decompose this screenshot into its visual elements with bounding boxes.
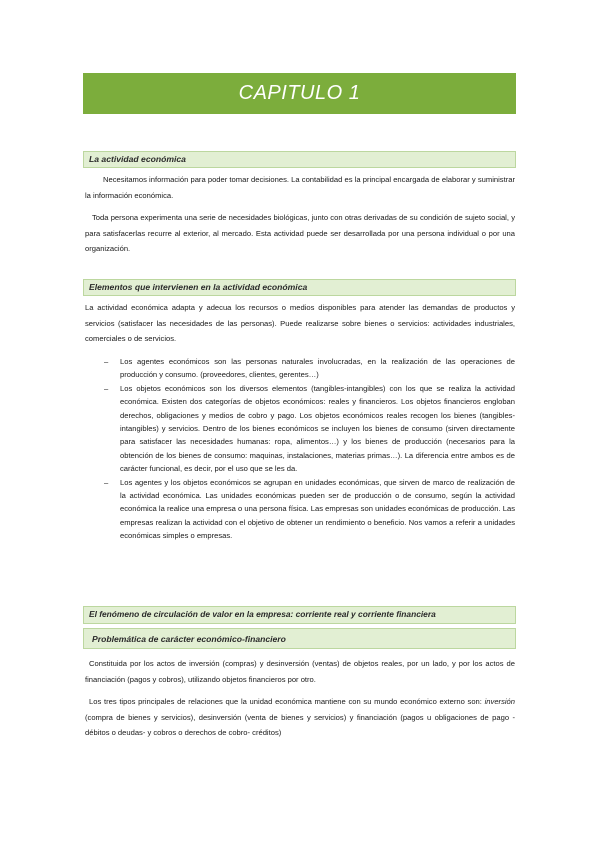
paragraph-relaciones [85,694,515,741]
paragraph-inversion: Constituida por los actos de inversión (compras) y desinversión (ventas) de objetos reales, por un lado, y por los actos de financiación (pagos y cobros), utilizando objetos financieros por otro. [85,659,515,684]
paragraph-relaciones-emphasis: inversión [484,697,515,706]
list-item [104,355,515,382]
paragraph-informacion: Necesitamos información para poder tomar decisiones. La contabilidad es la principal encargada de elaborar y suministrar la información económica. [85,175,515,200]
list-item [104,382,515,476]
chapter-banner [83,73,516,114]
bullet-text: Los agentes y los objetos económicos se agrupan en unidades económicas, que sirven de marco de realización de la actividad económica. Las unidades económicas pueden ser de producción o de consumo, según la actividad económica la realice una empresa o una persona física. Las empresas son unidades económicas de producción. Las empresas realizan la actividad con el objetivo de obtener un rendimiento o beneficio. Nos vamos a referir a unidades económicas simples o empresas. [120,477,515,541]
paragraph-necesidades: Toda persona experimenta una serie de necesidades biológicas, junto con otras derivadas de su condición de sujeto social, y para satisfacerlas recurre al exterior, al mercado. Esta actividad puede ser desarrollada por una persona individual o por una organización. [85,213,515,254]
bullet-list [104,355,515,543]
chapter-title: CAPITULO 1 [238,82,361,104]
section-heading-actividad: La actividad económica [83,151,516,168]
bullet-dash: – [104,383,109,393]
bullet-dash: – [104,357,109,366]
bullet-text: Los objetos económicos son los diversos elementos (tangibles-intangibles) con los que se realiza la actividad económica. Existen dos categorías de objetos económicos: reales y financieros. Los objetos financieros engloban derechos, obligaciones y medios de cobro y pago. Los objetos económicos reales recogen los bienes (tangibles-intangibles) y servicios. Dentro de los bienes económicos se incluyen los bienes de consumo (sirven directamente para satisfacer las necesidades humanas: ropa, alimentos…) y los bienes de producción (necesarios para la obtención de los bienes de consumo: maquinas, instalaciones, materias primas…). La diferencia entre ambos es de carácter funcional, es decir, por el uso que se les da. [120,383,515,474]
subsection-heading-problematica: Problemática de carácter económico-financiero [83,628,516,649]
section-heading-circulacion: El fenómeno de circulación de valor en la empresa: corriente real y corriente financiera [83,606,516,624]
paragraph-actividad-economica: La actividad económica adapta y adecua los recursos o medios disponibles para atender las demandas de productos y servicios (satisfacer las necesidades de las personas). Puede realizarse sobre bienes o servicios: actividades industriales, comerciales o de servicios. [85,303,515,344]
paragraph-relaciones-end: (compra de bienes y servicios), desinversión (venta de bienes y servicios) y financiación (pagos u obligaciones de pago -débitos o deudas- y cobros o derechos de cobro- créditos) [85,712,515,738]
paragraph-relaciones-start: Los tres tipos principales de relaciones que la unidad económica mantiene con su mundo económico externo son: [89,697,485,706]
bullet-text: Los agentes económicos son las personas naturales involucradas, en la realización de las operaciones de producción y consumo. (proveedores, clientes, gerentes…) [120,357,515,380]
section-heading-elementos: Elementos que intervienen en la actividad económica [83,279,516,296]
bullet-dash: – [104,477,109,487]
list-item [104,476,515,543]
